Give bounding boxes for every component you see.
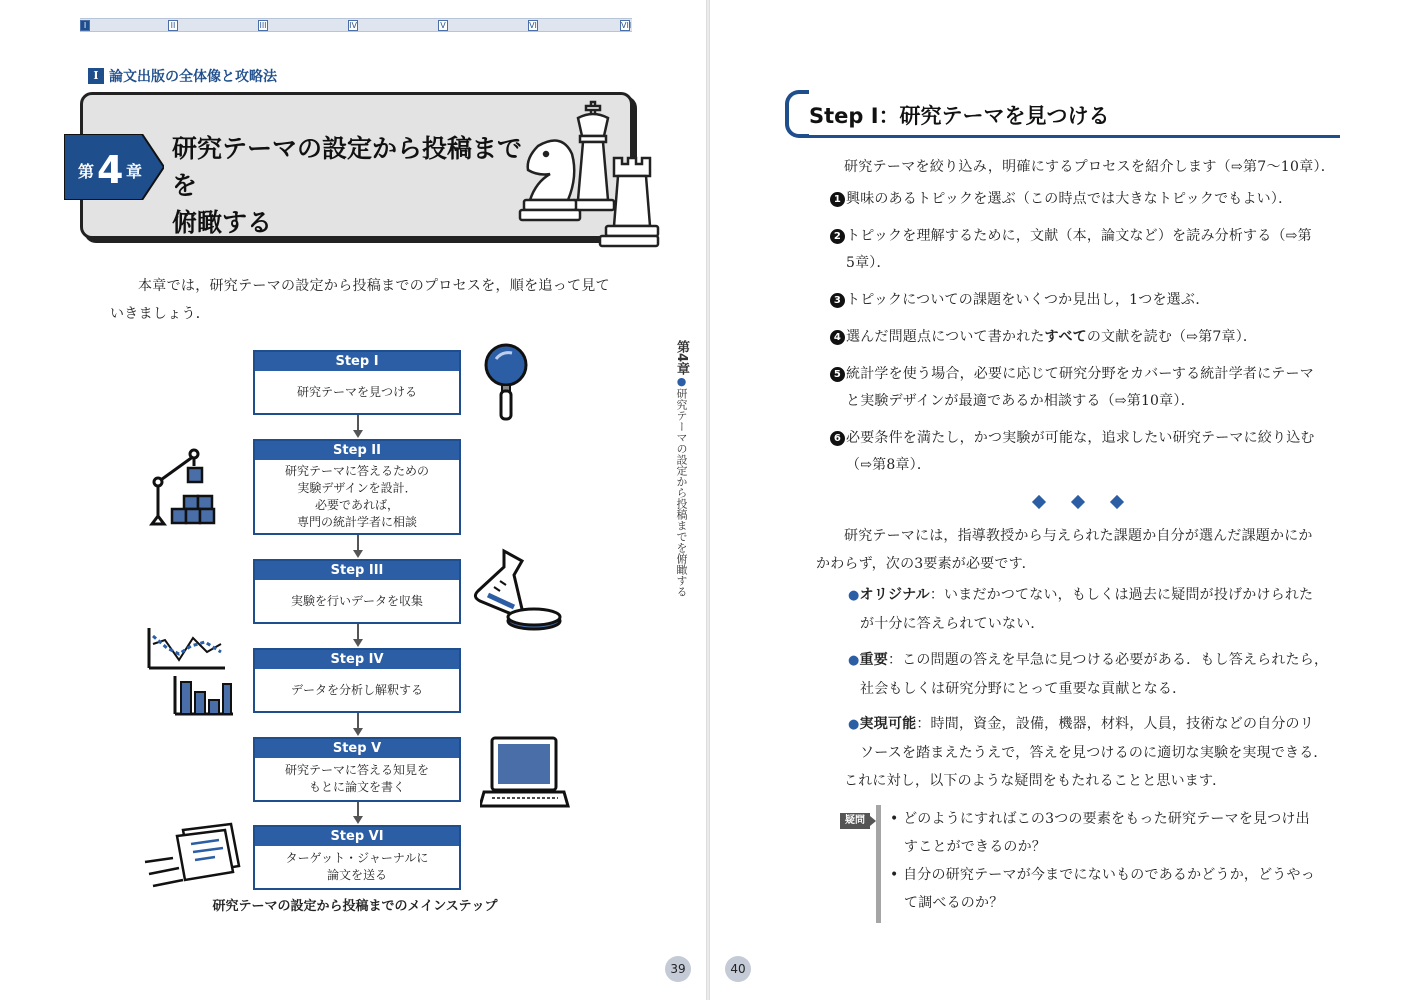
divider-diamond-2 <box>1071 495 1085 509</box>
chapter-title <box>172 130 542 241</box>
flow-step-3 <box>253 559 461 624</box>
part-progress-bar <box>80 18 632 32</box>
process-item-5-number: 5 <box>830 367 845 382</box>
question-item-1-line1: • どのようにすればこの3つの要素をもった研究テーマを見つけ出 <box>890 811 1310 827</box>
flow-step-4 <box>253 648 461 713</box>
process-item-6-line2: （⇨第8章）． <box>846 457 932 473</box>
magnifier-icon <box>484 343 530 421</box>
divider-diamond-1 <box>1032 495 1046 509</box>
part-tab-7[interactable]: VII <box>621 21 632 30</box>
part-tab-2[interactable]: II <box>168 20 178 31</box>
question-label: 疑問 <box>840 813 870 829</box>
section-lead: 研究テーマを絞り込み，明確にするプロセスを紹介します（⇨第7～10章）． <box>844 159 1336 175</box>
process-item-4 <box>830 324 1340 351</box>
process-item-1-text: 興味のあるトピックを選ぶ（この時点では大きなトピックでもよい）． <box>846 191 1293 207</box>
requirement-original <box>848 581 1340 638</box>
flowchart-caption: 研究テーマの設定から投稿までのメインステップ <box>212 899 498 914</box>
chapter-title-line2: 俯瞰する <box>172 208 273 237</box>
chapter-prefix: 第 <box>78 162 95 181</box>
part-heading-text: 論文出版の全体像と攻略法 <box>109 69 277 85</box>
bullet-dot-icon: ● <box>848 653 860 668</box>
chapter-intro <box>110 272 636 328</box>
process-item-1 <box>830 186 1340 213</box>
requirement-feasible-line2: ソースを踏まえたうえで，答えを見つけるのに適切な実験を実現できる． <box>860 745 1328 761</box>
intro-line1: 本章では，研究テーマの設定から投稿までのプロセスを，順を追って見て <box>138 278 610 294</box>
process-item-2 <box>830 223 1340 277</box>
process-item-6-line1: 必要条件を満たし，かつ実験が可能な，追求したい研究テーマに絞り込む <box>846 430 1315 446</box>
side-label-suffix: 章 <box>674 362 689 376</box>
flow-step-6-head: Step VI <box>255 827 459 846</box>
chapter-side-label <box>670 340 688 597</box>
process-item-5-line1: 統計学を使う場合，必要に応じて研究分野をカバーする統計学者にテーマ <box>846 366 1314 382</box>
laptop-icon <box>480 736 570 810</box>
chapter-badge <box>64 134 164 200</box>
chess-pieces-illustration <box>516 96 660 248</box>
flow-step-2 <box>253 439 461 535</box>
bullet-dot-icon: ● <box>848 717 860 732</box>
flow-arrow-5 <box>353 802 363 825</box>
flow-step-3-line1: 実験を行いデータを収集 <box>290 593 423 608</box>
chapter-title-line1: 研究テーマの設定から投稿までを <box>172 134 523 200</box>
divider-diamond-3 <box>1110 495 1124 509</box>
flow-step-3-head: Step III <box>255 561 459 580</box>
process-item-2-number: 2 <box>830 229 845 244</box>
page-number-right: 40 <box>725 956 751 982</box>
requirements-intro-line1: 研究テーマには，指導教授から与えられた課題か自分が選んだ課題かにか <box>844 528 1313 544</box>
side-label-text: 研究テーマの設定から投稿までを俯瞰する <box>675 388 688 598</box>
process-item-6 <box>830 425 1340 479</box>
flow-step-5-line1: 研究テーマに答える知見を <box>284 763 429 777</box>
section-banner-bracket <box>785 90 809 138</box>
requirement-important-term: 重要 <box>859 652 888 668</box>
flow-arrow-3 <box>353 624 363 648</box>
process-item-2-line1: トピックを理解するために，文献（本，論文など）を読み分析する（⇨第 <box>846 228 1312 244</box>
requirement-original-line1: ：いまだかつてない，もしくは過去に疑問が投げかけられた <box>929 587 1314 603</box>
flow-step-6 <box>253 825 461 890</box>
flow-step-5-head: Step V <box>255 739 459 758</box>
intro-line2: いきましょう． <box>110 306 211 322</box>
flow-arrow-1 <box>353 415 363 439</box>
requirement-important-line1: ：この問題の答えを早急に見つける必要がある．もし答えられたら， <box>887 652 1329 668</box>
process-item-4-post: の文献を読む（⇨第7章）． <box>1086 329 1258 345</box>
question-item-1-line2: すことができるのか？ <box>904 839 1046 855</box>
flow-step-6-line1: ターゲット・ジャーナルに <box>285 851 429 865</box>
requirements-intro-line2: かわらず，次の3要素が必要です． <box>816 556 1036 572</box>
process-item-5 <box>830 361 1340 415</box>
requirement-feasible-term: 実現可能 <box>859 716 917 732</box>
flow-step-4-line1: データを分析し解釈する <box>290 682 423 697</box>
charts-icon <box>145 626 235 716</box>
process-item-2-line2: 5章）． <box>846 255 891 271</box>
side-label-prefix: 第 <box>674 340 689 353</box>
section-divider <box>1034 497 1122 507</box>
flow-step-2-line3: 必要であれば， <box>314 497 399 512</box>
part-tab-4[interactable]: IV <box>349 21 357 30</box>
chapter-suffix: 章 <box>126 162 143 181</box>
requirement-feasible-line1: ：時間，資金，設備，機器，材料，人員，技術などの自分のリ <box>916 716 1314 732</box>
process-item-4-number: 4 <box>830 330 845 345</box>
part-tab-3[interactable]: III <box>259 21 267 30</box>
part-tab-1[interactable]: I <box>80 20 90 31</box>
section-banner-title: Step I：研究テーマを見つける <box>809 104 1110 128</box>
part-tab-6[interactable]: VI <box>529 21 537 30</box>
question-item-2-line1: • 自分の研究テーマが今までにないものであるかどうか，どうやっ <box>890 867 1315 883</box>
section-banner-underline <box>801 135 1340 138</box>
flow-step-6-line2: 論文を送る <box>326 868 387 882</box>
question-bar <box>876 805 881 923</box>
flow-step-2-line2: 実験デザインを設計． <box>297 480 417 495</box>
flow-arrow-2 <box>353 535 363 559</box>
flow-step-1-head: Step I <box>255 352 459 371</box>
process-item-4-pre: 選んだ問題点について書かれた <box>846 329 1045 345</box>
requirement-important-line2: 社会もしくは研究分野にとって重要な貢献となる． <box>860 681 1187 697</box>
requirement-important <box>848 646 1340 703</box>
flow-arrow-4 <box>353 713 363 737</box>
requirement-feasible <box>848 710 1340 767</box>
question-item-2-line2: て調べるのか？ <box>904 895 1004 911</box>
process-item-3-text: トピックについての課題をいくつか見出し，1つを選ぶ． <box>846 292 1210 308</box>
flow-step-1 <box>253 350 461 415</box>
flask-dish-icon <box>470 545 562 635</box>
process-item-1-number: 1 <box>830 192 845 207</box>
page-number-left: 39 <box>665 956 691 982</box>
question-box <box>840 805 1340 923</box>
flow-step-2-line1: 研究テーマに答えるための <box>284 463 429 478</box>
section-banner <box>785 90 1340 140</box>
part-heading <box>88 66 277 86</box>
question-item-1 <box>890 805 1340 861</box>
flow-step-5-line2: もとに論文を書く <box>308 780 405 794</box>
requirements-intro <box>816 522 1340 578</box>
flow-step-1-line1: 研究テーマを見つける <box>296 384 417 399</box>
process-item-5-line2: と実験デザインが最適であるか相談する（⇨第10章）． <box>846 393 1195 409</box>
flow-step-2-line4: 専門の統計学者に相談 <box>296 514 417 529</box>
requirement-original-line2: が十分に答えられていない． <box>860 616 1045 632</box>
sending-papers-icon <box>143 822 241 894</box>
chapter-number: 4 <box>97 148 124 192</box>
flow-step-4-head: Step IV <box>255 650 459 669</box>
process-item-4-emphasis: すべて <box>1044 329 1087 345</box>
process-item-3-number: 3 <box>830 293 845 308</box>
side-label-number: 4 <box>674 353 689 363</box>
process-item-6-number: 6 <box>830 431 845 446</box>
question-item-2 <box>890 861 1340 917</box>
side-label-bullet: ● <box>675 375 688 389</box>
flow-step-5 <box>253 737 461 802</box>
crane-blocks-icon <box>148 446 230 528</box>
process-item-3 <box>830 287 1340 314</box>
part-mark: I <box>88 68 104 84</box>
part-tab-5[interactable]: V <box>438 20 448 31</box>
requirement-original-term: オリジナル <box>859 587 930 603</box>
bullet-dot-icon: ● <box>848 588 860 603</box>
flow-step-2-head: Step II <box>255 441 459 460</box>
closing-sentence: これに対し，以下のような疑問をもたれることと思います． <box>844 773 1227 789</box>
